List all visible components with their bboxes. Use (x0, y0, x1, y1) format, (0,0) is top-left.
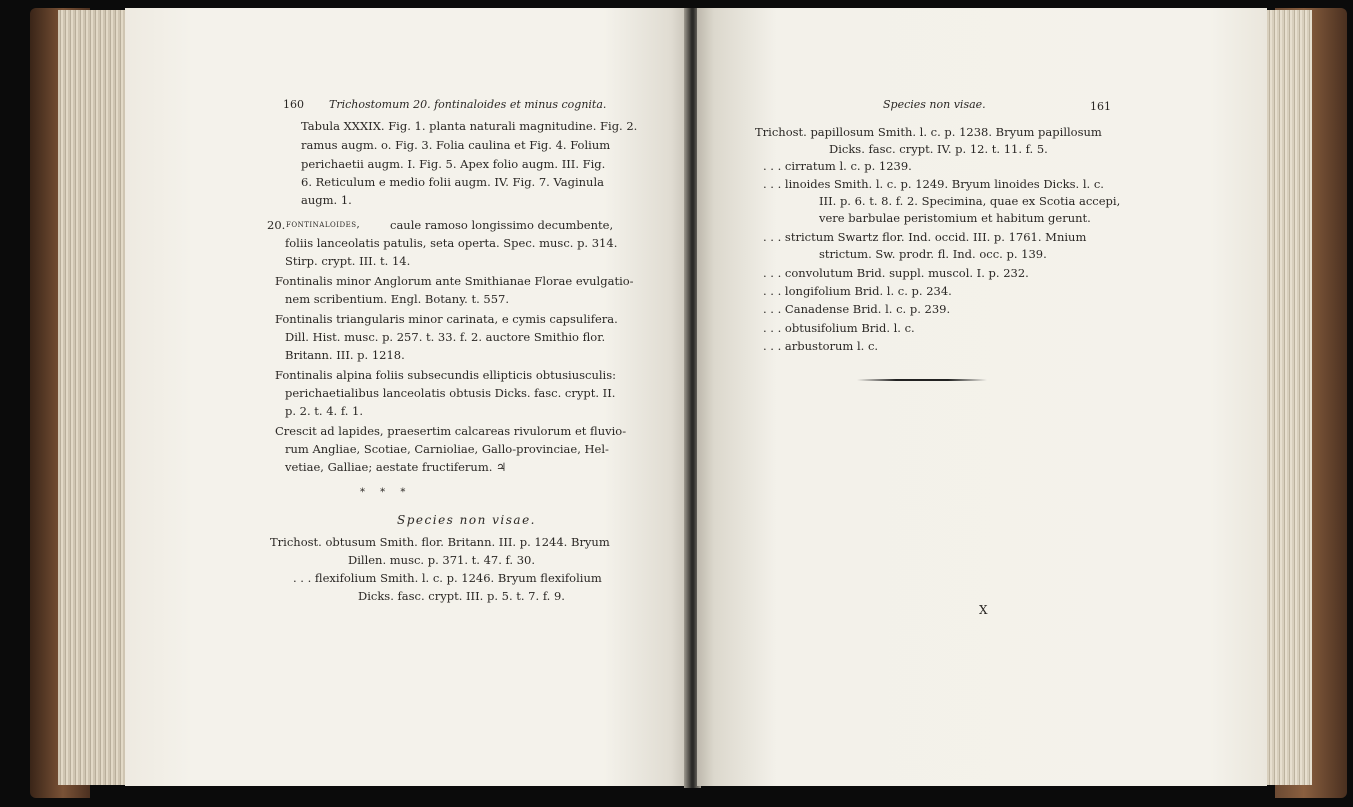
text-line: . . . cirratum l. c. p. 1239. (763, 159, 912, 173)
text-line: . . . obtusifolium Brid. l. c. (763, 321, 915, 335)
text-line: perichaetii augm. I. Fig. 5. Apex folio augm. III. Fig. (301, 157, 606, 171)
text-line: strictum. Sw. prodr. fl. Ind. occ. p. 139. (819, 247, 1047, 261)
text-line: Britann. III. p. 1218. (285, 348, 405, 362)
left-page (125, 8, 688, 786)
signature-mark: X (979, 603, 988, 617)
text-line: Dillen. musc. p. 371. t. 47. f. 30. (348, 553, 535, 567)
text-line: vere barbulae peristomium et habitum gerunt. (819, 211, 1091, 225)
text-line: Fontinalis triangularis minor carinata, e cymis capsulifera. (275, 312, 618, 326)
text-line: nem scribentium. Engl. Botany. t. 557. (285, 292, 510, 306)
text-line: vetiae, Galliae; aestate fructiferum. ♃ (285, 460, 507, 474)
text-line: Fontinalis minor Anglorum ante Smithianae Florae evulgatio- (275, 274, 634, 288)
entry-number: 20. (267, 218, 286, 232)
text-line: . . . longifolium Brid. l. c. p. 234. (763, 284, 952, 298)
text-line: augm. 1. (301, 193, 352, 207)
section-heading: Species non visae. (397, 513, 536, 527)
text-line: Dicks. fasc. crypt. IV. p. 12. t. 11. f. 5. (829, 142, 1048, 156)
text-line: . . . convolutum Brid. suppl. muscol. I. p. 232. (763, 266, 1029, 280)
text-line: Crescit ad lapides, praesertim calcareas rivulorum et fluvio- (275, 424, 627, 438)
text-line: Fontinalis alpina foliis subsecundis ellipticis obtusiusculis: (275, 368, 617, 382)
left-running-head: Trichostomum 20. fontinaloides et minus cognita. (329, 98, 607, 111)
text-line: . . . strictum Swartz flor. Ind. occid. III. p. 1761. Mnium (763, 230, 1087, 244)
text-line: p. 2. t. 4. f. 1. (285, 404, 363, 418)
text-line: caule ramoso longissimo decumbente, (390, 218, 614, 232)
text-line: ramus augm. o. Fig. 3. Folia caulina et Fig. 4. Folium (301, 138, 611, 152)
text-line: 6. Reticulum e medio folii augm. IV. Fig. 7. Vaginula (301, 175, 604, 189)
text-line: Stirp. crypt. III. t. 14. (285, 254, 411, 268)
text-line: perichaetialibus lanceolatis obtusis Dicks. fasc. crypt. II. (285, 386, 616, 400)
right-page (697, 8, 1267, 786)
text-line: . . . Canadense Brid. l. c. p. 239. (763, 302, 951, 316)
text-line: Trichost. obtusum Smith. flor. Britann. III. p. 1244. Bryum (270, 535, 610, 549)
right-page-edges (1262, 10, 1312, 785)
text-line: foliis lanceolatis patulis, seta operta. Spec. musc. p. 314. (285, 236, 618, 250)
text-line: Dill. Hist. musc. p. 257. t. 33. f. 2. auctore Smithio flor. (285, 330, 606, 344)
text-line: rum Angliae, Scotiae, Carnioliae, Gallo-provinciae, Hel- (285, 442, 609, 456)
left-page-edges (58, 10, 130, 785)
text-line: . . . arbustorum l. c. (763, 339, 879, 353)
text-line: Trichost. papillosum Smith. l. c. p. 1238. Bryum papillosum (755, 125, 1102, 139)
text-line: III. p. 6. t. 8. f. 2. Specimina, quae ex Scotia accepi, (819, 194, 1121, 208)
text-line: Tabula XXXIX. Fig. 1. planta naturali magnitudine. Fig. 2. (301, 119, 638, 133)
text-line: . . . flexifolium Smith. l. c. p. 1246. Bryum flexifolium (293, 571, 602, 585)
section-divider-asterisks: * * * (360, 487, 412, 498)
text-line: Dicks. fasc. crypt. III. p. 5. t. 7. f. 9. (358, 589, 565, 603)
text-line: . . . linoides Smith. l. c. p. 1249. Bryum linoides Dicks. l. c. (763, 177, 1104, 191)
entry-name: fontinaloides, (286, 219, 361, 230)
right-running-head: Species non visae. (883, 98, 986, 111)
left-page-number: 160 (283, 98, 304, 111)
end-rule (857, 379, 987, 381)
right-page-number: 161 (1090, 100, 1111, 113)
